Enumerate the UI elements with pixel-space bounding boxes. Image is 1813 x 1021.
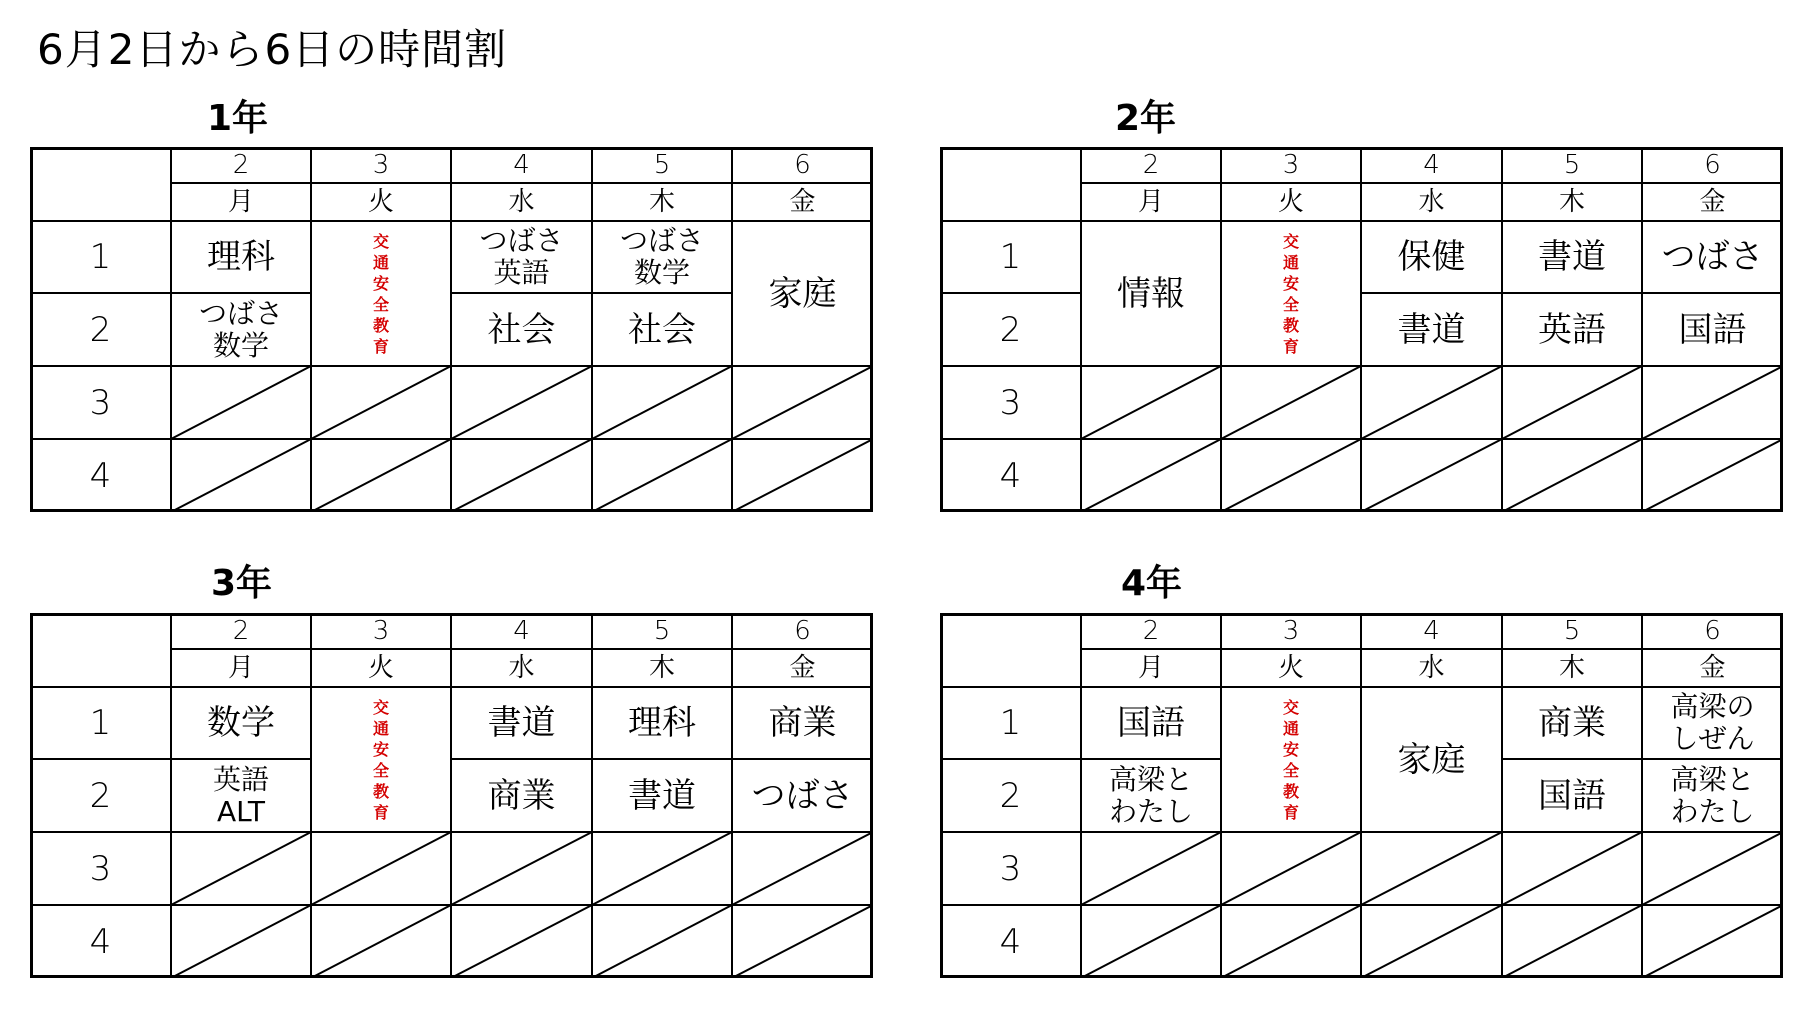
subject-line: 数学 bbox=[212, 328, 269, 362]
subject-cell bbox=[171, 293, 311, 366]
grade-label-2: 2年 bbox=[1115, 98, 1177, 139]
day-mon: 月 bbox=[1137, 187, 1164, 217]
date-tue: 3 bbox=[372, 616, 390, 646]
timetable-grade-2 bbox=[940, 147, 1783, 512]
grade-label-1: 1年 bbox=[207, 98, 269, 139]
day-mon: 月 bbox=[227, 653, 254, 683]
subject-line: つばさ bbox=[479, 224, 564, 257]
subject-cell: 情報 bbox=[1117, 273, 1185, 314]
event-traffic-safety: 交 通 安 全 教 育 bbox=[372, 697, 389, 822]
event-traffic-safety: 交 通 安 全 教 育 bbox=[1282, 231, 1299, 356]
timetable-grade-1 bbox=[30, 147, 873, 512]
subject-cell: 書道 bbox=[628, 775, 696, 816]
period-3: 3 bbox=[89, 848, 112, 889]
period-4: 4 bbox=[999, 921, 1022, 962]
date-mon: 2 bbox=[232, 616, 250, 646]
date-thu: 5 bbox=[653, 616, 671, 646]
subject-cell bbox=[592, 221, 732, 293]
subject-line: つばさ bbox=[619, 224, 704, 257]
period-1: 1 bbox=[89, 703, 112, 743]
day-fri: 金 bbox=[789, 187, 816, 217]
subject-cell: 商業 bbox=[487, 775, 556, 816]
date-thu: 5 bbox=[653, 150, 671, 180]
subject-line: 高梁と bbox=[1108, 762, 1193, 796]
subject-cell: 数学 bbox=[207, 703, 275, 743]
day-tue: 火 bbox=[1277, 187, 1304, 217]
period-4: 4 bbox=[89, 921, 112, 962]
subject-cell bbox=[171, 759, 311, 832]
date-mon: 2 bbox=[1142, 150, 1160, 180]
day-wed: 水 bbox=[1418, 187, 1445, 217]
date-mon: 2 bbox=[232, 150, 250, 180]
date-wed: 4 bbox=[513, 150, 530, 180]
subject-cell: 理科 bbox=[207, 237, 275, 277]
day-fri: 金 bbox=[1699, 187, 1726, 217]
day-tue: 火 bbox=[367, 187, 394, 217]
date-mon: 2 bbox=[1142, 616, 1160, 646]
subject-cell: つばさ bbox=[751, 775, 854, 816]
day-thu: 木 bbox=[1558, 653, 1585, 683]
day-fri: 金 bbox=[1699, 653, 1726, 683]
date-fri: 6 bbox=[794, 150, 811, 180]
subject-cell: 商業 bbox=[1538, 703, 1606, 743]
date-fri: 6 bbox=[1704, 616, 1721, 646]
grade-label-3: 3年 bbox=[211, 563, 273, 604]
period-4: 4 bbox=[89, 455, 112, 496]
subject-line: しぜん bbox=[1670, 722, 1755, 755]
period-3: 3 bbox=[999, 382, 1022, 423]
date-thu: 5 bbox=[1563, 150, 1581, 180]
day-mon: 月 bbox=[1137, 653, 1164, 683]
day-wed: 水 bbox=[1418, 653, 1445, 683]
event-traffic-safety: 交 通 安 全 教 育 bbox=[372, 231, 389, 356]
subject-line: 英語 bbox=[212, 762, 269, 796]
subject-cell: 商業 bbox=[768, 703, 837, 743]
subject-cell bbox=[1642, 687, 1783, 759]
period-2: 2 bbox=[89, 309, 112, 350]
date-wed: 4 bbox=[1423, 616, 1440, 646]
day-tue: 火 bbox=[1277, 653, 1304, 683]
period-3: 3 bbox=[999, 848, 1022, 889]
subject-cell: 家庭 bbox=[768, 273, 837, 314]
timetable-grade-4 bbox=[940, 613, 1783, 978]
subject-line: 英語 bbox=[493, 256, 550, 289]
subject-cell bbox=[451, 221, 592, 293]
page-title: 6月2日から6日の時間割 bbox=[37, 25, 508, 74]
period-1: 1 bbox=[999, 237, 1022, 277]
event-traffic-safety: 交 通 安 全 教 育 bbox=[1282, 697, 1299, 822]
day-mon: 月 bbox=[227, 187, 254, 217]
subject-cell bbox=[1642, 759, 1783, 832]
subject-line: わたし bbox=[1670, 794, 1755, 828]
subject-cell: 保健 bbox=[1397, 237, 1466, 277]
period-1: 1 bbox=[999, 703, 1022, 743]
subject-line: つばさ bbox=[198, 296, 283, 330]
timetable-grade-3 bbox=[30, 613, 873, 978]
subject-line: ALT bbox=[216, 794, 265, 828]
period-2: 2 bbox=[999, 775, 1022, 816]
subject-cell: 英語 bbox=[1538, 309, 1606, 350]
subject-cell: つばさ bbox=[1661, 237, 1764, 277]
day-fri: 金 bbox=[789, 653, 816, 683]
day-thu: 木 bbox=[648, 653, 675, 683]
subject-cell: 社会 bbox=[487, 309, 556, 350]
subject-cell: 家庭 bbox=[1397, 739, 1466, 780]
grade-label-4: 4年 bbox=[1121, 563, 1183, 604]
subject-line: わたし bbox=[1108, 794, 1193, 828]
subject-cell: 書道 bbox=[487, 703, 556, 743]
subject-line: 高梁と bbox=[1670, 762, 1755, 796]
date-tue: 3 bbox=[1282, 150, 1300, 180]
subject-cell: 理科 bbox=[628, 703, 696, 743]
day-thu: 木 bbox=[648, 187, 675, 217]
day-wed: 水 bbox=[508, 653, 535, 683]
subject-cell: 国語 bbox=[1538, 775, 1606, 816]
subject-line: 数学 bbox=[633, 256, 690, 289]
period-3: 3 bbox=[89, 382, 112, 423]
subject-cell bbox=[1081, 759, 1221, 832]
date-tue: 3 bbox=[372, 150, 390, 180]
day-thu: 木 bbox=[1558, 187, 1585, 217]
subject-cell: 国語 bbox=[1117, 703, 1185, 743]
day-tue: 火 bbox=[367, 653, 394, 683]
period-4: 4 bbox=[999, 455, 1022, 496]
period-1: 1 bbox=[89, 237, 112, 277]
subject-cell: 国語 bbox=[1678, 309, 1747, 350]
period-2: 2 bbox=[89, 775, 112, 816]
date-tue: 3 bbox=[1282, 616, 1300, 646]
date-fri: 6 bbox=[1704, 150, 1721, 180]
date-wed: 4 bbox=[513, 616, 530, 646]
period-2: 2 bbox=[999, 309, 1022, 350]
date-thu: 5 bbox=[1563, 616, 1581, 646]
subject-cell: 社会 bbox=[628, 309, 696, 350]
date-wed: 4 bbox=[1423, 150, 1440, 180]
subject-cell: 書道 bbox=[1397, 309, 1466, 350]
subject-line: 高梁の bbox=[1670, 690, 1755, 723]
subject-cell: 書道 bbox=[1538, 237, 1606, 277]
day-wed: 水 bbox=[508, 187, 535, 217]
date-fri: 6 bbox=[794, 616, 811, 646]
